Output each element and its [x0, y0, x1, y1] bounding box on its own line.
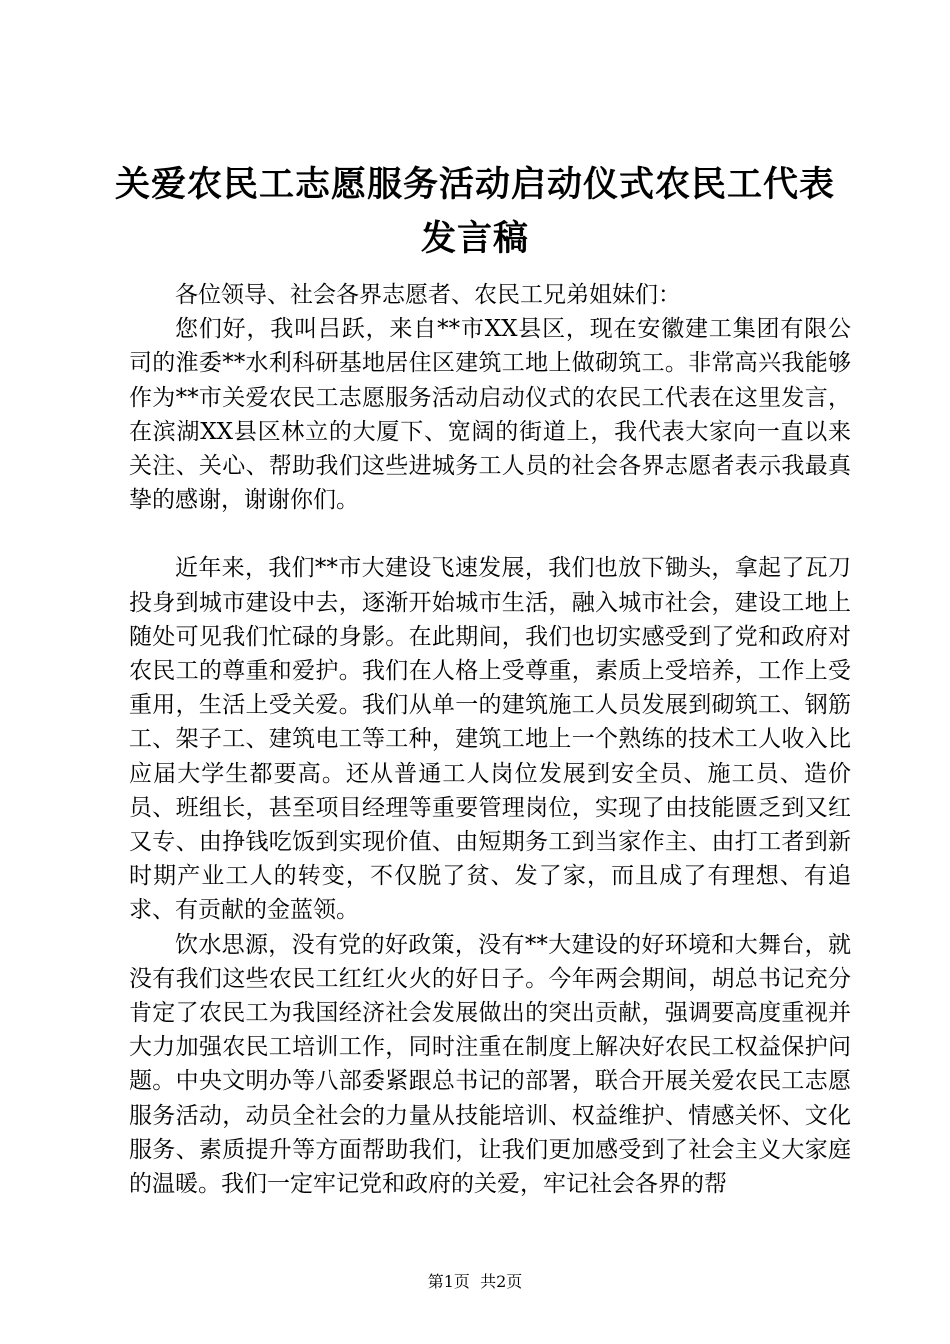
- document-title: 关爱农民工志愿服务活动启动仪式农民工代表发言稿: [114, 164, 835, 259]
- salutation: 各位领导、社会各界志愿者、农民工兄弟姐妹们：: [175, 282, 681, 308]
- document-body: [129, 278, 851, 1201]
- paragraph-1: 您们好，我叫吕跃，来自**市XX县区，现在安徽建工集团有限公司的淮委**水利科研基地居住区建筑工地上做砌筑工。非常高兴我能够作为**市关爱农民工志愿服务活动启动仪式的农民工代表在这里发言，在滨湖XX县区林立的大厦下、宽阔的街道上，我代表大家向一直以来关注、关心、帮助我们这些进城务工人员的社会各界志愿者表示我最真挚的感谢，谢谢你们。: [129, 316, 851, 514]
- page-footer: 第1页 共2页: [427, 1272, 523, 1291]
- paragraph-3: 饮水思源，没有党的好政策，没有**大建设的好环境和大舞台，就没有我们这些农民工红红火火的好日子。今年两会期间，胡总书记充分肯定了农民工为我国经济社会发展做出的突出贡献，强调要高度重视并大力加强农民工培训工作，同时注重在制度上解决好农民工权益保护问题。中央文明办等八部委紧跟总书记的部署，联合开展关爱农民工志愿服务活动，动员全社会的力量从技能培训、权益维护、情感关怀、文化服务、素质提升等方面帮助我们，让我们更加感受到了社会主义大家庭的温暖。我们一定牢记党和政府的关爱，牢记社会各界的帮: [129, 931, 851, 1198]
- paragraph-2: 近年来，我们**市大建设飞速发展，我们也放下锄头，拿起了瓦刀投身到城市建设中去，逐渐开始城市生活，融入城市社会，建设工地上随处可见我们忙碌的身影。在此期间，我们也切实感受到了党和政府对农民工的尊重和爱护。我们在人格上受尊重，素质上受培养，工作上受重用，生活上受关爱。我们从单一的建筑施工人员发展到砌筑工、钢筋工、架子工、建筑电工等工种，建筑工地上一个熟练的技术工人收入比应届大学生都要高。还从普通工人岗位发展到安全员、施工员、造价员、班组长，甚至项目经理等重要管理岗位，实现了由技能匮乏到又红又专、由挣钱吃饭到实现价值、由短期务工到当家作主、由打工者到新时期产业工人的转变，不仅脱了贫、发了家，而且成了有理想、有追求、有贡献的金蓝领。: [129, 555, 851, 924]
